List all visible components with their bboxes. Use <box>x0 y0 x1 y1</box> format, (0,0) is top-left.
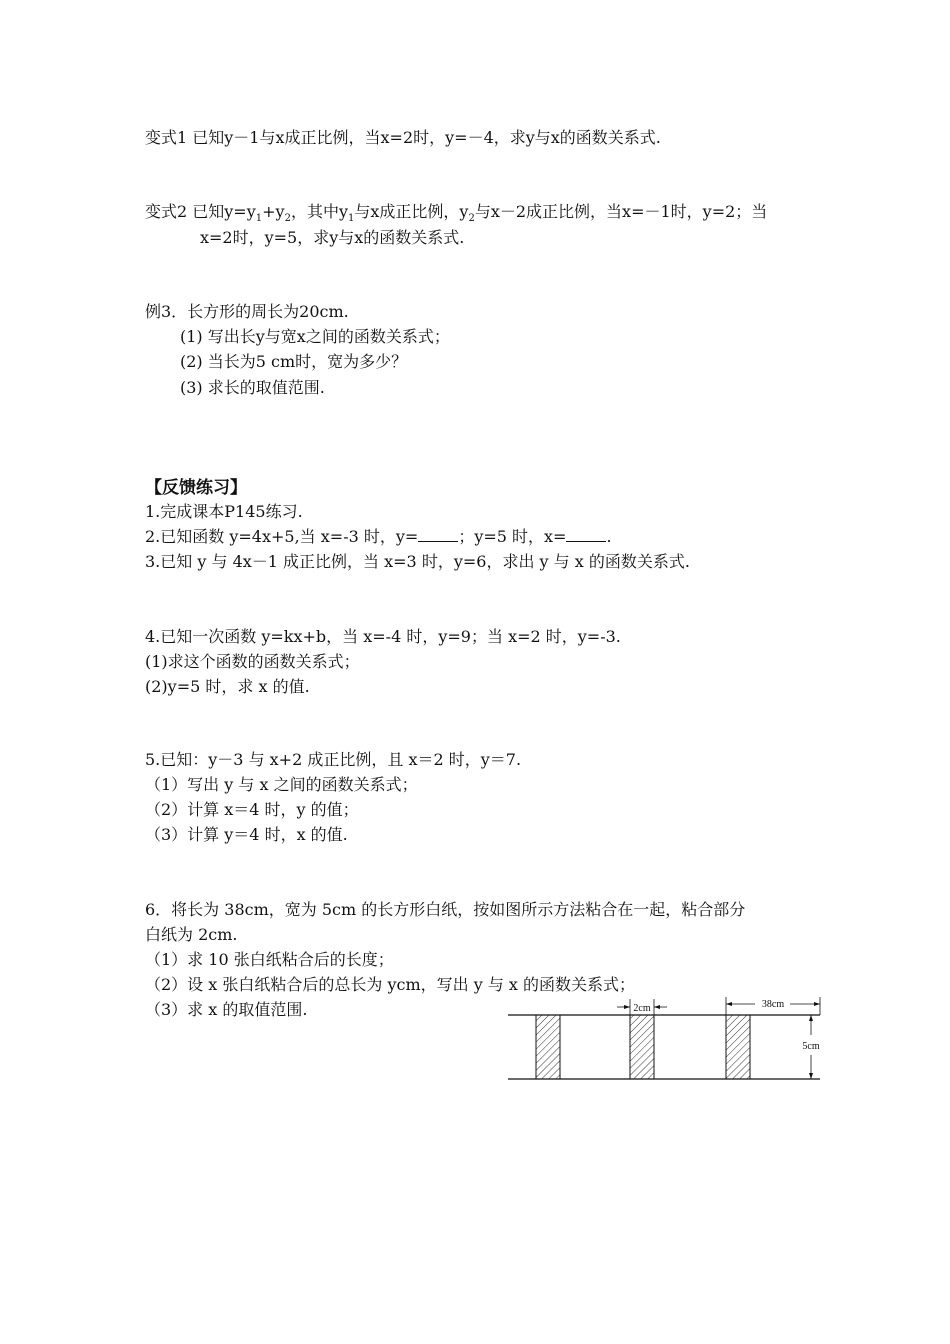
overlap-strip <box>536 1015 560 1079</box>
feedback-p5-2: （2）计算 x＝4 时，y 的值； <box>145 800 359 819</box>
feedback-p4-1: (1)求这个函数的函数关系式； <box>145 652 360 671</box>
example-3-q2: (2) 当长为5 cm时，宽为多少？ <box>180 352 408 371</box>
feedback-p6-3: （3）求 x 的取值范围. <box>145 1000 308 1019</box>
v2-text-c: ，其中y <box>290 202 349 221</box>
overlap-strip <box>726 1015 750 1079</box>
example-3-q1: (1) 写出长y与宽x之间的函数关系式； <box>180 327 450 346</box>
p2-text-a: 2.已知函数 y=4x+5,当 x=-3 时，y= <box>145 527 419 546</box>
v2-text-b: +y <box>262 202 285 221</box>
feedback-heading: 【反馈练习】 <box>145 478 247 498</box>
feedback-p6-2: （2）设 x 张白纸粘合后的总长为 ycm，写出 y 与 x 的函数关系式； <box>145 975 636 994</box>
feedback-p4-2: (2)y=5 时，求 x 的值. <box>145 677 310 696</box>
feedback-p6-1: （1）求 10 张白纸粘合后的长度； <box>145 950 394 969</box>
width-label: 5cm <box>802 1041 820 1052</box>
feedback-p3: 3.已知 y 与 4x－1 成正比例，当 x=3 时，y=6，求出 y 与 x 的函数关系式. <box>145 552 690 571</box>
v2-text-e: 与x－2成正比例，当x=－1时，y=2；当 <box>474 202 768 221</box>
variant-2-line-1 <box>145 202 768 225</box>
v2-sub-4: 2 <box>468 213 475 225</box>
variant-1: 变式1 已知y－1与x成正比例，当x=2时，y=－4，求y与x的函数关系式. <box>145 128 661 147</box>
answer-blank-1[interactable] <box>418 527 458 542</box>
v2-sub-1: 1 <box>255 213 263 225</box>
feedback-p1: 1.完成课本P145练习. <box>145 502 303 521</box>
feedback-p5-3: （3）计算 y＝4 时，x 的值. <box>145 825 348 844</box>
variant-2-line-2: x=2时，y=5，求y与x的函数关系式. <box>200 228 465 247</box>
v2-text-a: 变式2 已知y=y <box>145 202 256 221</box>
p2-text-c: . <box>606 527 612 546</box>
example-3-title: 例3．长方形的周长为20cm. <box>145 302 349 321</box>
answer-blank-2[interactable] <box>566 527 606 542</box>
length-label: 38cm <box>761 999 785 1010</box>
paper-overlap-figure <box>505 995 830 1085</box>
feedback-p6-cont: 白纸为 2cm. <box>145 925 238 944</box>
overlap-strip <box>630 1015 654 1079</box>
v2-text-d: 与x成正比例，y <box>354 202 469 221</box>
feedback-p2 <box>145 527 612 547</box>
v2-sub-3: 1 <box>348 213 355 225</box>
p2-text-b: ；y=5 时，x= <box>458 527 567 546</box>
example-3-q3: (3) 求长的取值范围. <box>180 378 325 397</box>
v2-sub-2: 2 <box>284 213 291 225</box>
feedback-p6: 6．将长为 38cm，宽为 5cm 的长方形白纸，按如图所示方法粘合在一起，粘合部分 <box>145 900 746 919</box>
overlap-label: 2cm <box>633 1003 651 1014</box>
feedback-p4: 4.已知一次函数 y=kx+b，当 x=-4 时，y=9；当 x=2 时，y=-3. <box>145 627 621 646</box>
feedback-p5-1: （1）写出 y 与 x 之间的函数关系式； <box>145 775 418 794</box>
feedback-p5: 5.已知：y－3 与 x+2 成正比例，且 x＝2 时，y＝7. <box>145 750 522 769</box>
